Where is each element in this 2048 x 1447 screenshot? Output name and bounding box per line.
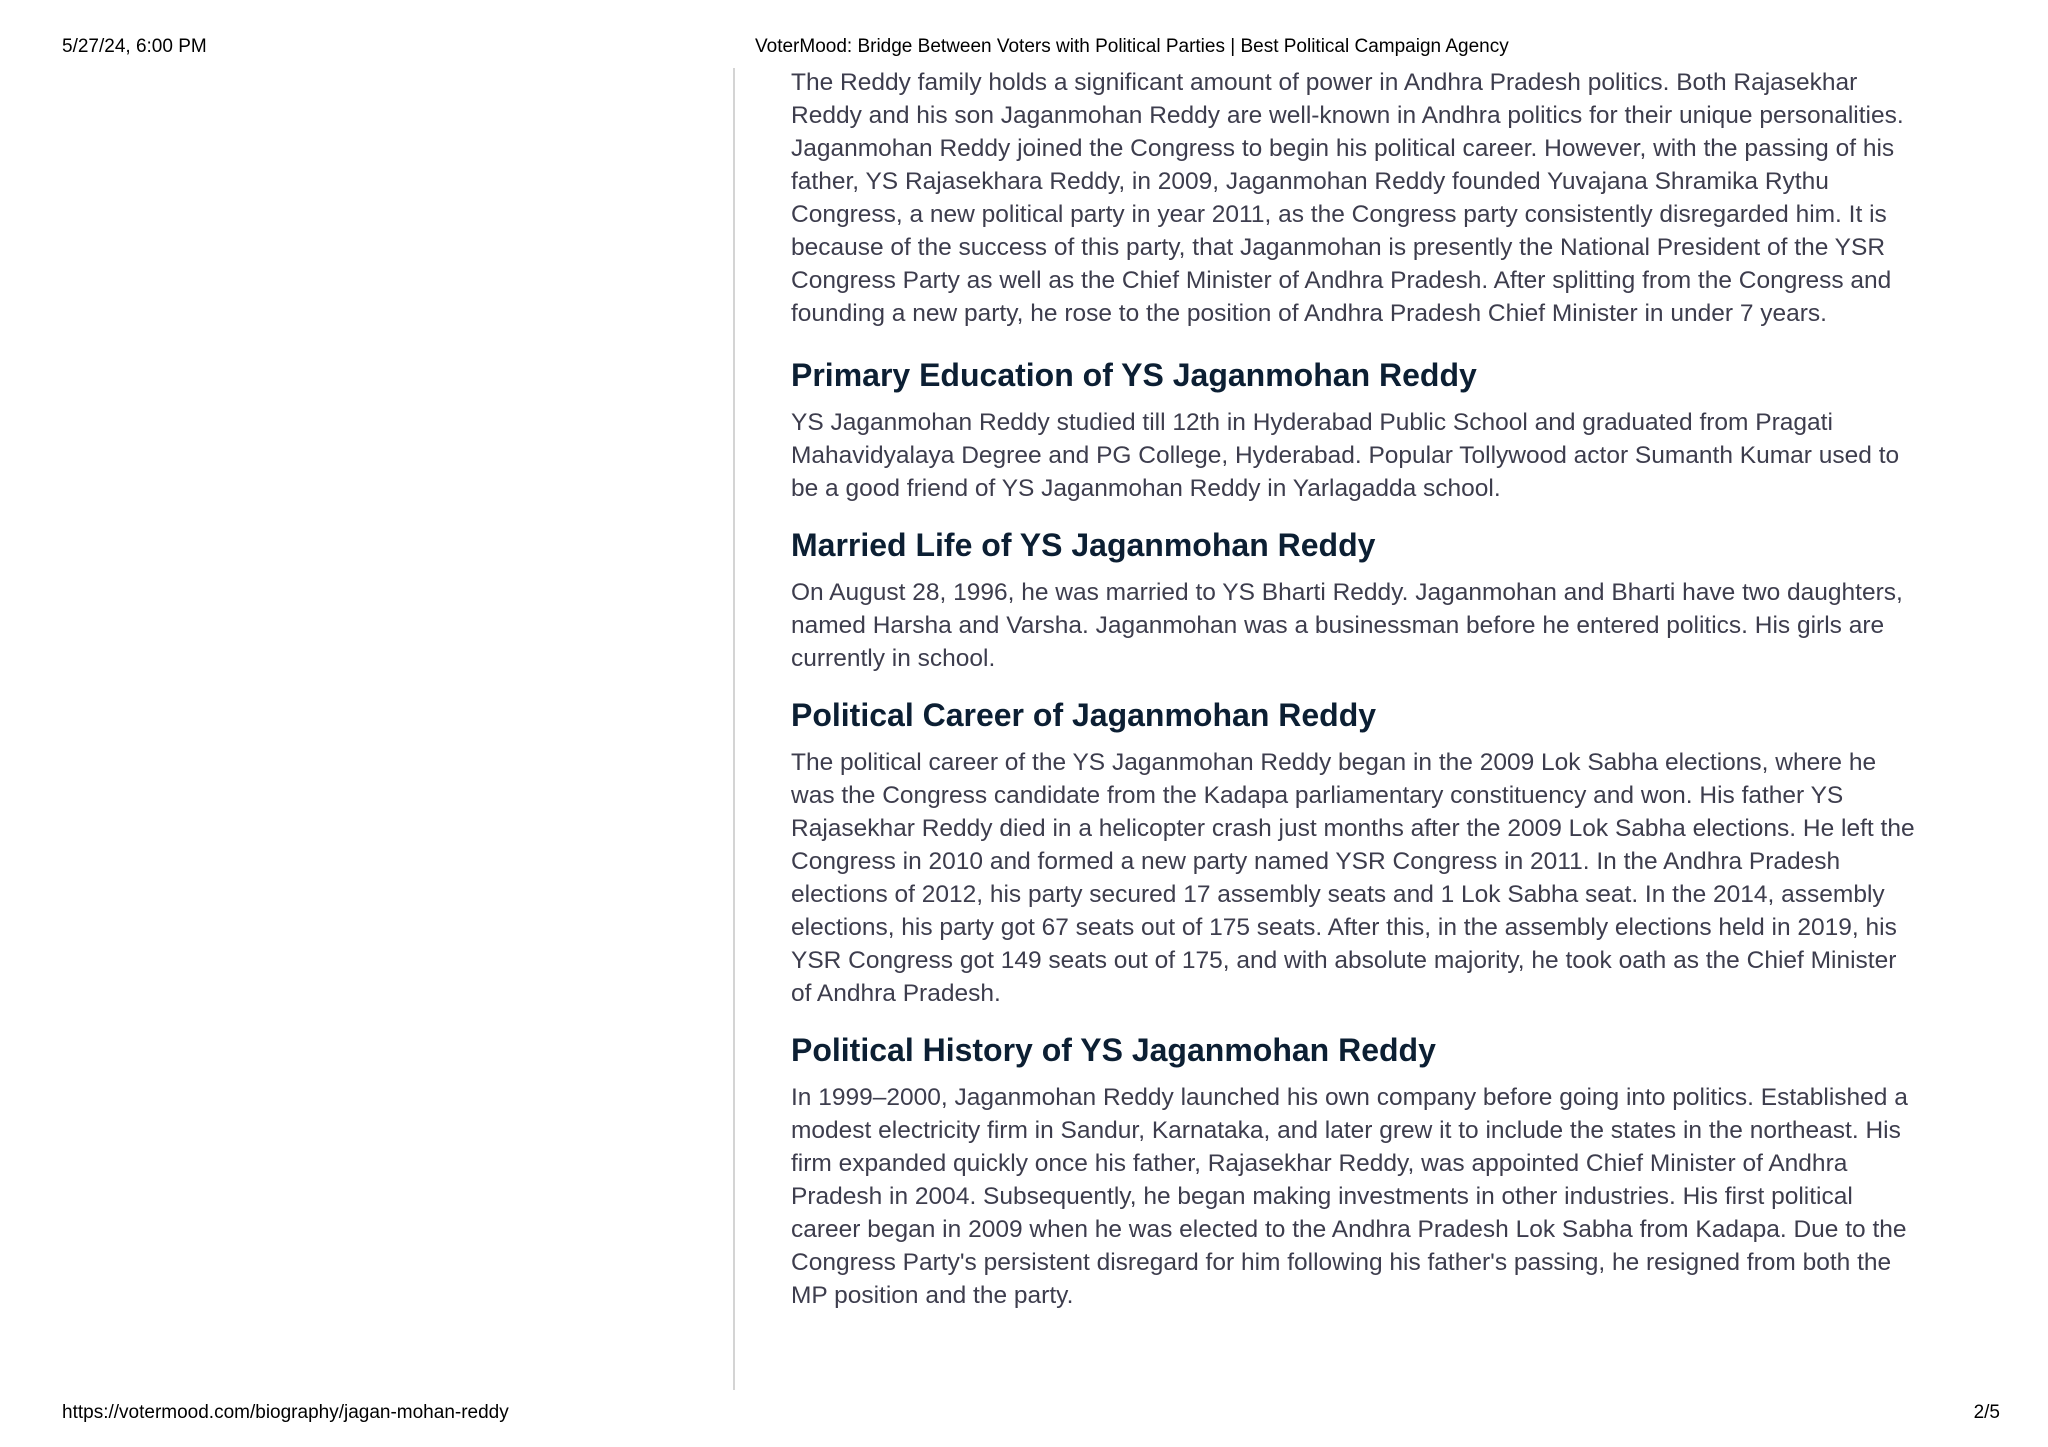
section-body-political-history: In 1999–2000, Jaganmohan Reddy launched his own company before going into politics. Established a modest electricity firm in Sandur, Karnataka, and later grew it to include the states in the northeast. His firm expanded quickly once his father, Rajasekhar Reddy, was appointed Chief Minister of Andhra Pradesh in 2004. Subsequently, he began making investments in other industries. His first political career began in 2009 when he was elected to the Andhra Pradesh Lok Sabha from Kadapa. Due to the Congress Party's persistent disregard for him following his father's passing, he resigned from both the MP position and the party. (791, 1084, 1908, 1309)
print-footer-url: https://votermood.com/biography/jagan-mohan-reddy (62, 1402, 509, 1423)
section-body-married-life: On August 28, 1996, he was married to YS Bharti Reddy. Jaganmohan and Bharti have two daughters, named Harsha and Varsha. Jaganmohan was a businessman before he entered politics. His girls are currently in school. (791, 579, 1903, 672)
intro-paragraph: The Reddy family holds a significant amount of power in Andhra Pradesh politics. Both Rajasekhar Reddy and his son Jaganmohan Reddy are well-known in Andhra politics for their unique personalities. Jaganmohan Reddy joined the Congress to begin his political career. However, with the passing of his father, YS Rajasekhara Reddy, in 2009, Jaganmohan Reddy founded Yuvajana Shramika Rythu Congress, a new political party in year 2011, as the Congress party consistently disregarded him. It is because of the success of this party, that Jaganmohan is presently the National President of the YSR Congress Party as well as the Chief Minister of Andhra Pradesh. After splitting from the Congress and founding a new party, he rose to the position of Andhra Pradesh Chief Minister in under 7 years. (791, 69, 1904, 327)
article-body (791, 66, 1921, 1312)
section-heading-political-history: Political History of YS Jaganmohan Reddy (791, 1032, 1436, 1068)
section-heading-married-life: Married Life of YS Jaganmohan Reddy (791, 527, 1376, 563)
section-heading-political-career: Political Career of Jaganmohan Reddy (791, 697, 1377, 733)
section-heading-primary-education: Primary Education of YS Jaganmohan Reddy (791, 357, 1477, 393)
print-footer-page-number: 2/5 (1973, 1402, 2000, 1423)
section-body-political-career: The political career of the YS Jaganmohan Reddy began in the 2009 Lok Sabha elections, where he was the Congress candidate from the Kadapa parliamentary constituency and won. His father YS Rajasekhar Reddy died in a helicopter crash just months after the 2009 Lok Sabha elections. He left the Congress in 2010 and formed a new party named YSR Congress in 2011. In the Andhra Pradesh elections of 2012, his party secured 17 assembly seats and 1 Lok Sabha seat. In the 2014, assembly elections, his party got 67 seats out of 175 seats. After this, in the assembly elections held in 2019, his YSR Congress got 149 seats out of 175, and with absolute majority, he took oath as the Chief Minister of Andhra Pradesh. (791, 749, 1915, 1007)
section-body-primary-education: YS Jaganmohan Reddy studied till 12th in Hyderabad Public School and graduated from Pragati Mahavidyalaya Degree and PG College, Hyderabad. Popular Tollywood actor Sumanth Kumar used to be a good friend of YS Jaganmohan Reddy in Yarlagadda school. (791, 409, 1900, 502)
print-header-page-title: VoterMood: Bridge Between Voters with Political Parties | Best Political Campaign Agency (755, 36, 1509, 57)
content-divider (733, 68, 735, 1390)
print-header-datetime: 5/27/24, 6:00 PM (62, 36, 207, 57)
